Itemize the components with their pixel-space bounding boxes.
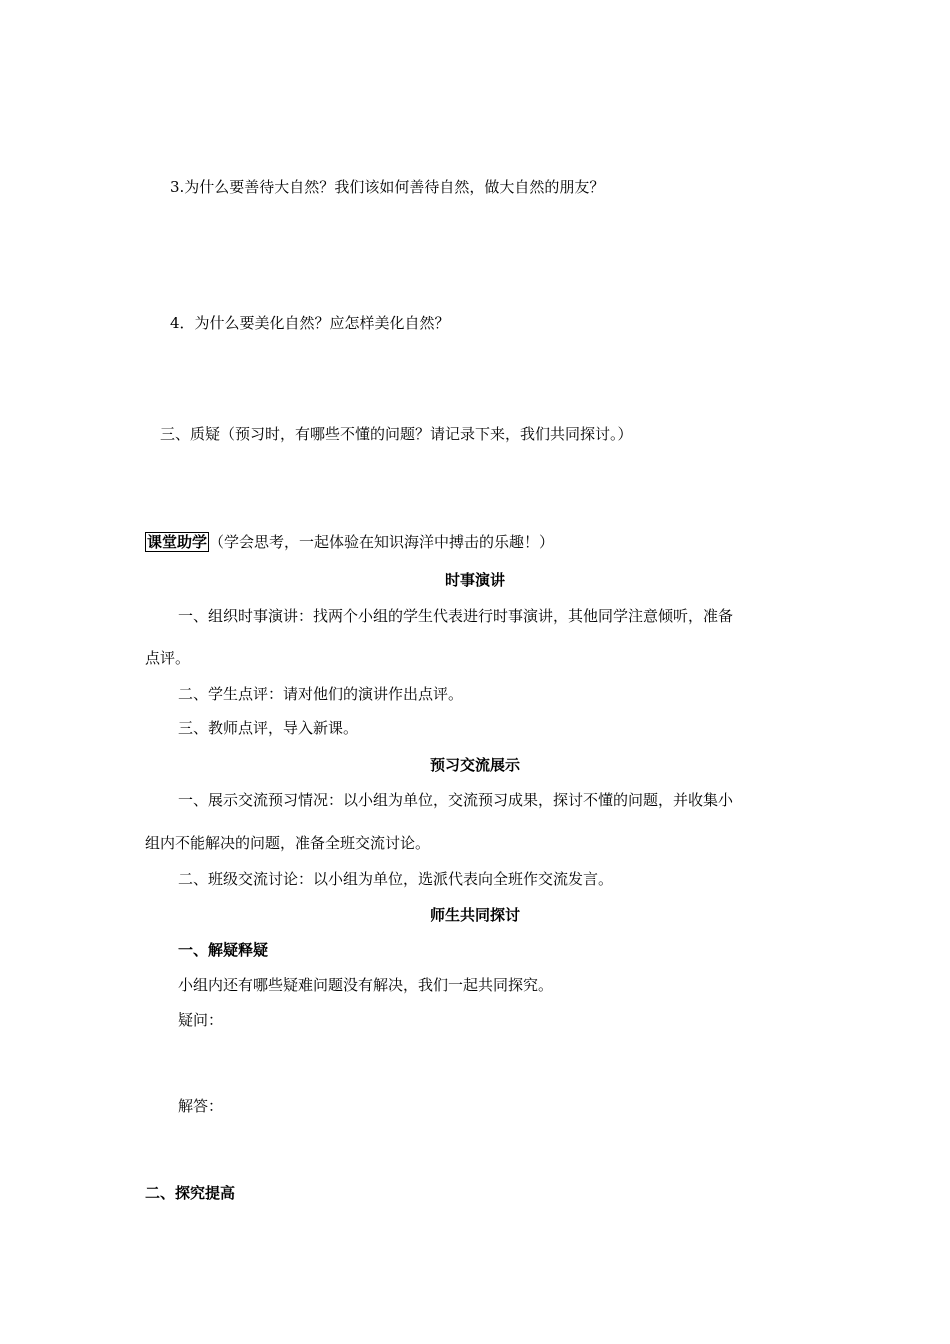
preview-exchange-p1-line1: 一、展示交流预习情况：以小组为单位，交流预习成果，探讨不懂的问题，并收集小 xyxy=(178,791,734,809)
query-section: 三、质疑（预习时，有哪些不懂的问题？请记录下来，我们共同探讨。） xyxy=(160,425,633,443)
news-speech-p2: 二、学生点评：请对他们的演讲作出点评。 xyxy=(178,685,464,703)
news-speech-p3: 三、教师点评，导入新课。 xyxy=(178,719,359,737)
question-3: 3.为什么要善待大自然？我们该如何善待自然，做大自然的朋友？ xyxy=(170,178,605,196)
news-speech-heading: 时事演讲 xyxy=(444,571,505,589)
preview-exchange-heading: 预习交流展示 xyxy=(429,756,520,774)
answer-label: 解答： xyxy=(178,1097,224,1115)
classroom-section-header xyxy=(145,535,554,550)
joint-discussion-heading: 师生共同探讨 xyxy=(429,906,520,924)
explore-improve-subheading: 二、探究提高 xyxy=(145,1184,236,1202)
classroom-label-box: 课堂助学 xyxy=(147,533,208,551)
resolve-doubts-text: 小组内还有哪些疑难问题没有解决，我们一起共同探究。 xyxy=(178,976,554,994)
preview-exchange-p1-line2: 组内不能解决的问题，准备全班交流讨论。 xyxy=(145,834,431,852)
question-label: 疑问： xyxy=(178,1011,224,1029)
preview-exchange-p2: 二、班级交流讨论：以小组为单位，选派代表向全班作交流发言。 xyxy=(178,870,614,888)
news-speech-p1-line1: 一、组织时事演讲：找两个小组的学生代表进行时事演讲，其他同学注意倾听，准备 xyxy=(178,607,734,625)
news-speech-p1-line2: 点评。 xyxy=(145,649,191,667)
classroom-subtitle: （学会思考，一起体验在知识海洋中搏击的乐趣！） xyxy=(209,533,555,551)
question-4: 4．为什么要美化自然？应怎样美化自然？ xyxy=(170,314,450,332)
resolve-doubts-subheading: 一、解疑释疑 xyxy=(178,941,269,959)
